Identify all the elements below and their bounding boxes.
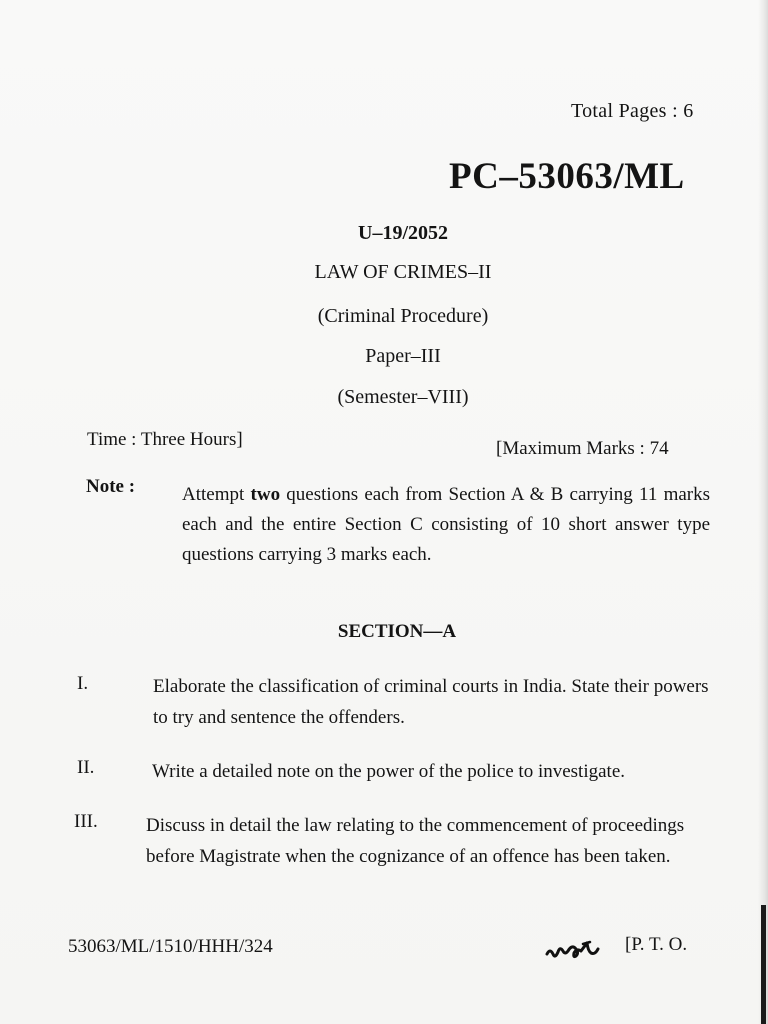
question-number: I. — [77, 673, 89, 694]
total-pages: Total Pages : 6 — [571, 100, 694, 122]
question-text: Write a detailed note on the power of the police to investigate. — [152, 761, 626, 782]
scan-edge-shadow — [758, 0, 768, 1024]
subject-title: LAW OF CRIMES–II — [314, 261, 492, 283]
time-allowed: Time : Three Hours] — [87, 429, 243, 450]
note-text-end: questions each from Section A & B carrying 11 marks each and the entire Section C consisting of 10 short answer type questions carrying 3 marks each. — [182, 484, 710, 565]
unit-code: U–19/2052 — [358, 222, 448, 244]
subject-subtitle: (Criminal Procedure) — [317, 305, 489, 327]
note-text — [182, 480, 710, 570]
note-text-start: Attempt — [182, 484, 251, 505]
scan-edge-bar — [761, 905, 766, 1024]
question-number: III. — [74, 811, 98, 832]
pto-marker: [P. T. O. — [625, 934, 688, 955]
paper-number: Paper–III — [365, 345, 441, 367]
note-text-emphasis: two — [250, 484, 281, 505]
section-a-title: SECTION—A — [337, 621, 457, 642]
semester: (Semester–VIII) — [337, 386, 469, 408]
footer-paper-code: 53063/ML/1510/HHH/324 — [68, 936, 273, 957]
question-text: Discuss in detail the law relating to the commencement of proceedings before Magistrate when the cognizance of an offence has been taken. — [146, 815, 685, 867]
question-text: Elaborate the classification of criminal courts in India. State their powers to try and sentence the offenders. — [153, 676, 709, 728]
question-number: II. — [77, 757, 95, 778]
maximum-marks: [Maximum Marks : 74 — [496, 438, 669, 459]
handwritten-signature — [543, 936, 609, 966]
paper-code: PC–53063/ML — [449, 156, 685, 197]
note-label: Note : — [86, 476, 136, 497]
